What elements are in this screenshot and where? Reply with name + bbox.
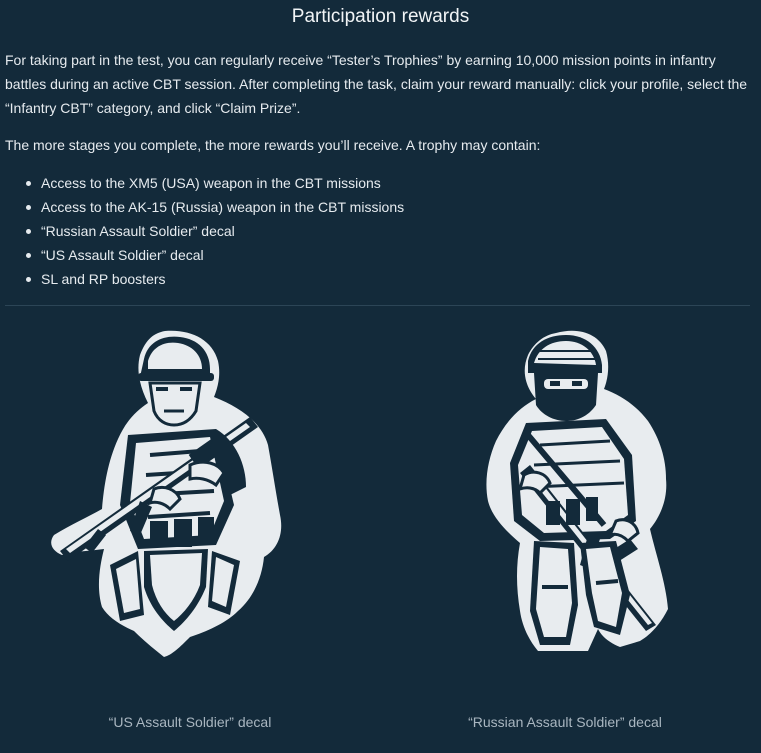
us-decal-caption: “US Assault Soldier” decal: [108, 714, 272, 730]
bullet-icon: [26, 253, 31, 258]
trophy-intro-paragraph: The more stages you complete, the more rewards you’ll receive. A trophy may contain:: [5, 137, 541, 153]
bullet-icon: [26, 181, 31, 186]
reward-text: Access to the XM5 (USA) weapon in the CBT missions: [41, 175, 381, 191]
bullet-icon: [26, 205, 31, 210]
list-item: [41, 219, 404, 243]
section-divider: [5, 305, 750, 306]
bullet-icon: [26, 229, 31, 234]
list-item: [41, 195, 404, 219]
list-item: [41, 171, 404, 195]
reward-text: SL and RP boosters: [41, 271, 166, 287]
intro-paragraph: For taking part in the test, you can regularly receive “Tester’s Trophies” by earning 10,000 mission points in infantry battles during an active CBT session. After completing the task, claim your reward manually: click your profile, select the “Infantry CBT” category, and click “Claim Prize”.: [5, 52, 748, 116]
list-item: [41, 243, 404, 267]
us-soldier-decal-image: [40, 325, 300, 665]
reward-text: “US Assault Soldier” decal: [41, 247, 204, 263]
page-title: Participation rewards: [291, 6, 470, 27]
list-item: [41, 267, 404, 291]
russian-soldier-decal-image: [470, 325, 690, 665]
bullet-icon: [26, 277, 31, 282]
russian-decal-caption: “Russian Assault Soldier” decal: [468, 714, 662, 730]
reward-text: “Russian Assault Soldier” decal: [41, 223, 235, 239]
rewards-list: [0, 171, 404, 291]
reward-text: Access to the AK-15 (Russia) weapon in the CBT missions: [41, 199, 405, 215]
